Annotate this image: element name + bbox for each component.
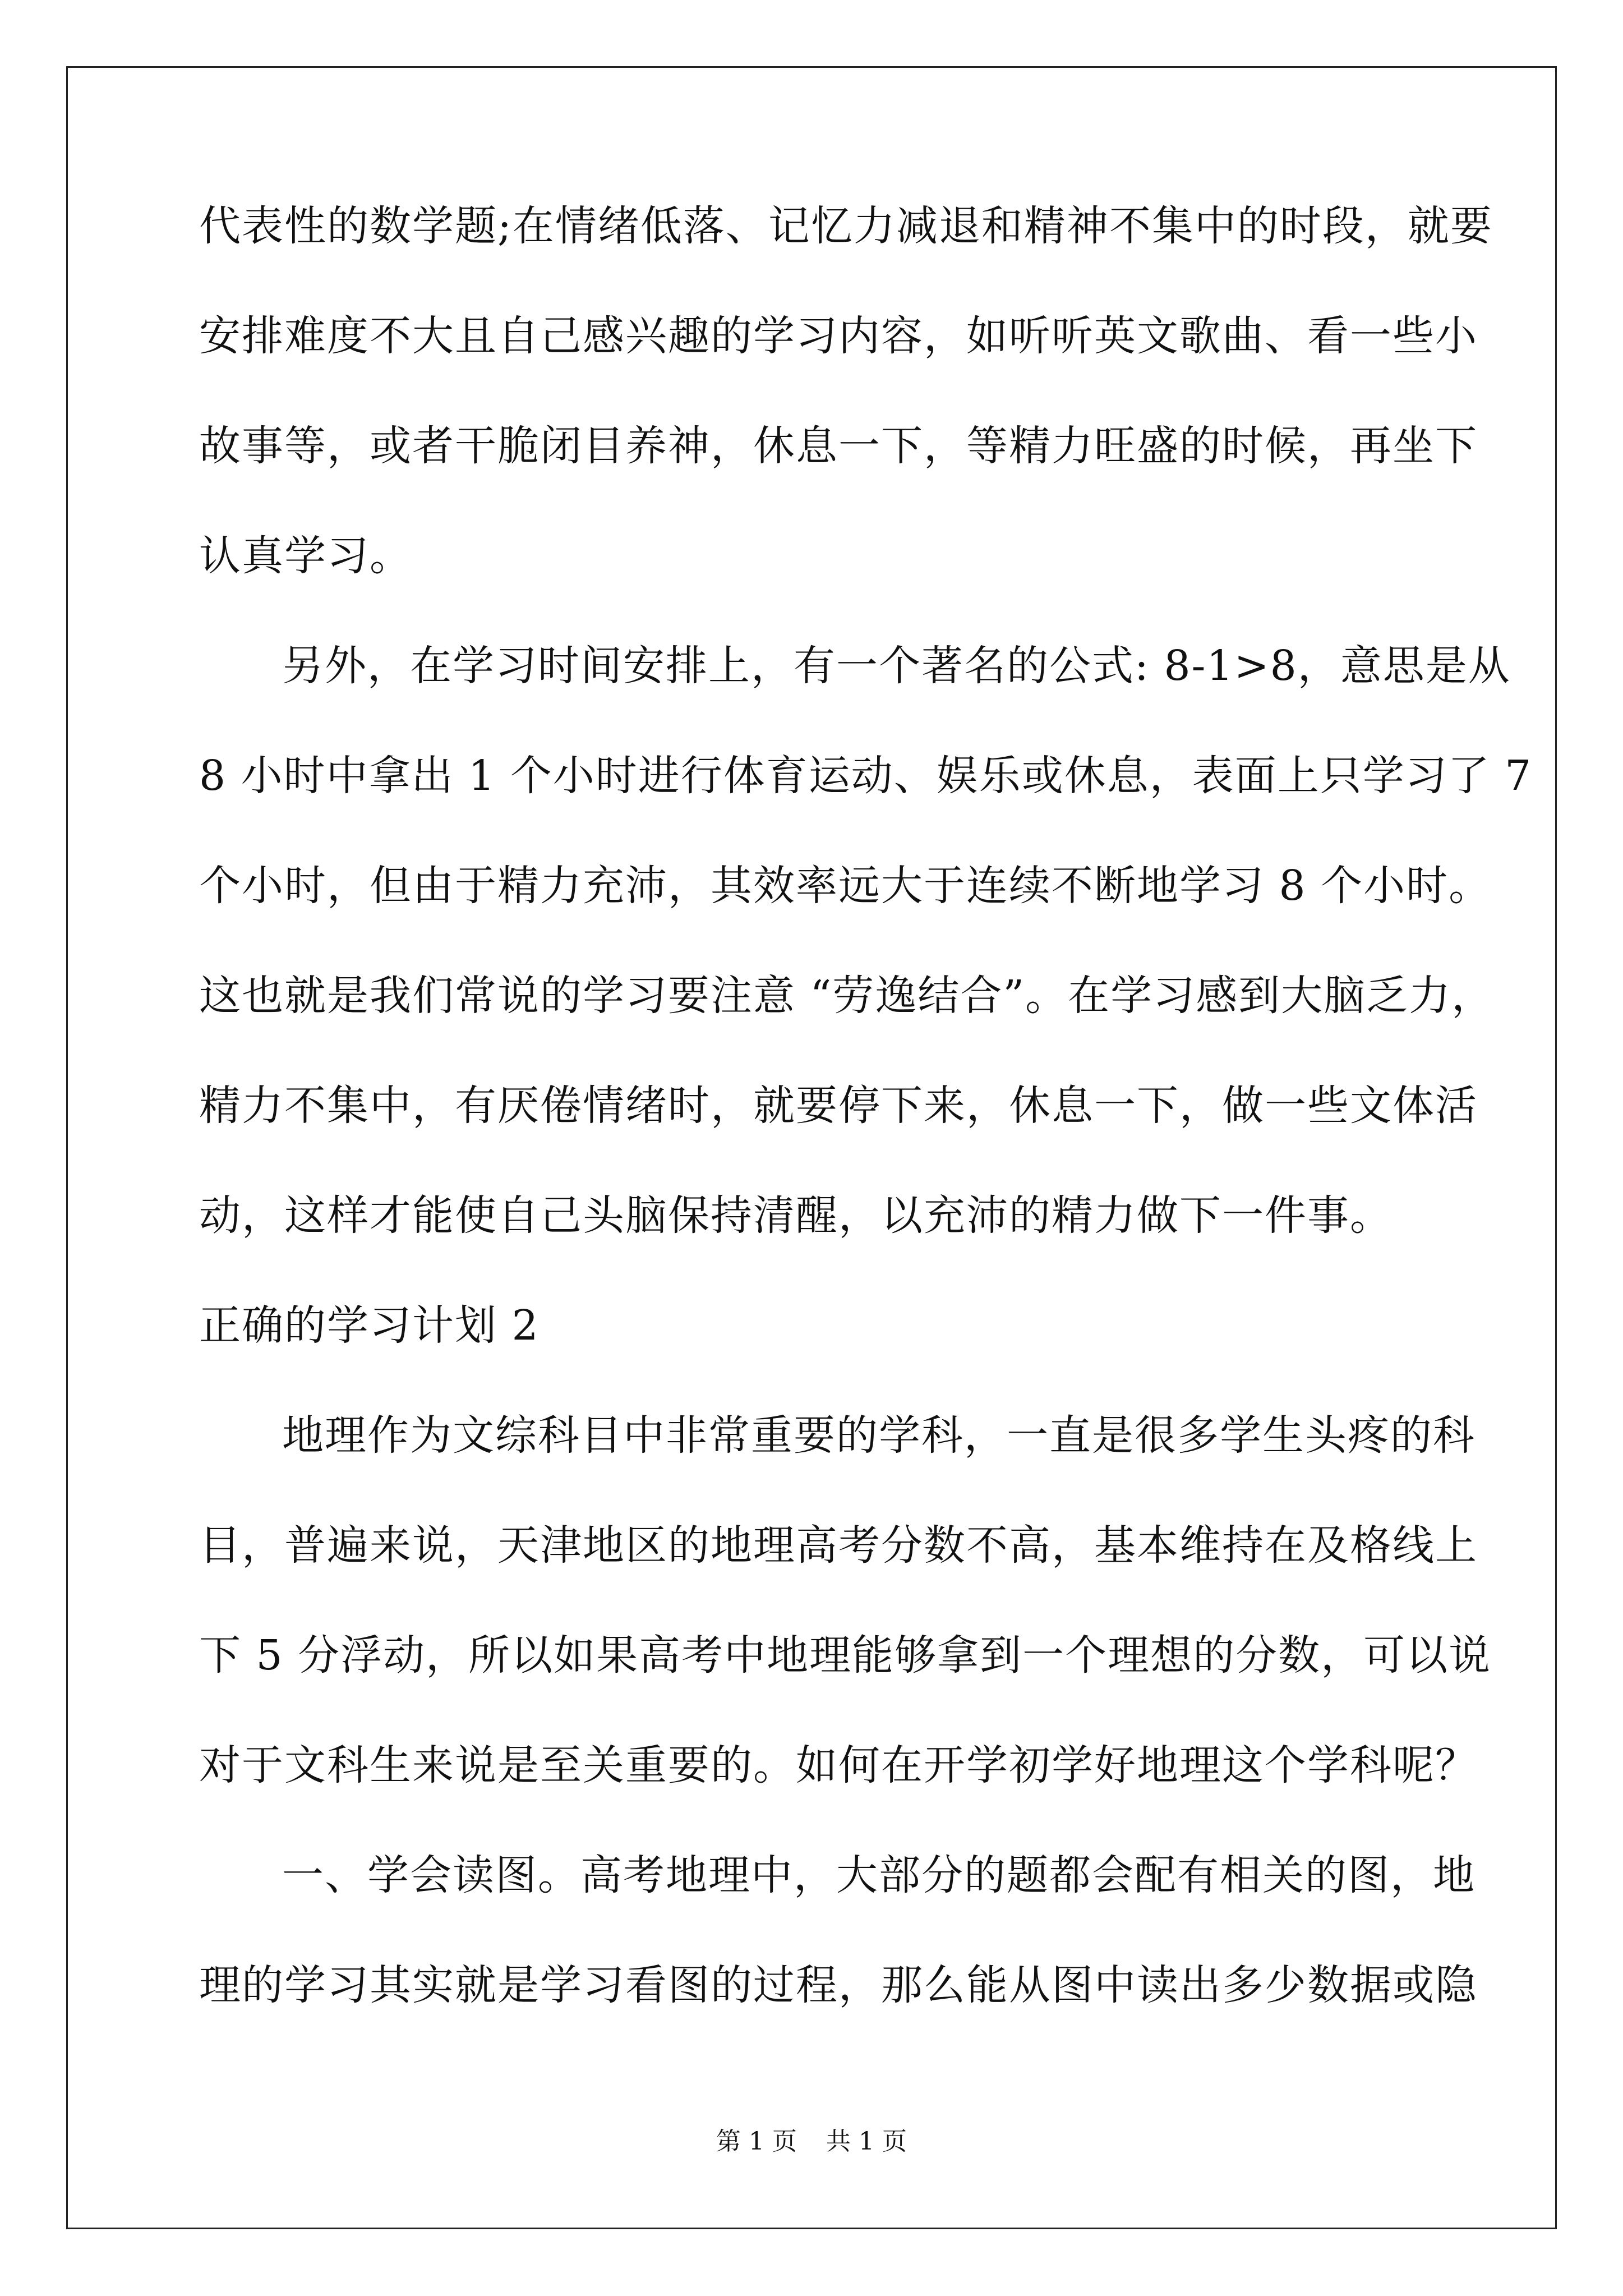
text-line: 对于文科生来说是至关重要的。如何在开学初学好地理这个学科呢？: [199, 1741, 1478, 1789]
text-line: 动，这样才能使自己头脑保持清醒，以充沛的精力做下一件事。: [199, 1191, 1393, 1240]
text-line: 这也就是我们常说的学习要注意 “劳逸结合”。在学习感到大脑乏力，: [199, 972, 1495, 1020]
page-number: 第 1 页: [716, 2127, 797, 2156]
text-line: 目，普遍来说，天津地区的地理高考分数不高，基本维持在及格线上: [199, 1521, 1478, 1570]
text-line: 理的学习其实就是学习看图的过程，那么能从图中读出多少数据或隐: [199, 1961, 1478, 2009]
text-line: 下 5 分浮动，所以如果高考中地理能够拿到一个理想的分数，可以说: [199, 1631, 1492, 1680]
section-heading: 正确的学习计划 2: [199, 1301, 540, 1350]
text-line: 代表性的数学题;在情绪低落、记忆力减退和精神不集中的时段，就要: [199, 202, 1493, 250]
text-line: 精力不集中，有厌倦情绪时，就要停下来，休息一下，做一些文体活: [199, 1082, 1478, 1130]
paragraph-start-line: 另外，在学习时间安排上，有一个著名的公式: 8-1>8，意思是从: [282, 642, 1511, 690]
text-line: 认真学习。: [199, 532, 412, 580]
paragraph-start-line: 一、学会读图。高考地理中，大部分的题都会配有相关的图，地: [282, 1851, 1476, 1899]
document-body: [199, 199, 1533, 2068]
text-line: 安排难度不大且自己感兴趣的学习内容，如听听英文歌曲、看一些小: [199, 312, 1478, 360]
text-line: 故事等，或者干脆闭目养神，休息一下，等精力旺盛的时候，再坐下: [199, 422, 1478, 470]
text-line: 个小时，但由于精力充沛，其效率远大于连续不断地学习 8 个小时。: [199, 862, 1492, 910]
page-total: 共 1 页: [826, 2127, 907, 2156]
text-line: 8 小时中拿出 1 个小时进行体育运动、娱乐或休息，表面上只学习了 7: [199, 752, 1533, 800]
page-footer: [0, 2126, 1623, 2157]
paragraph-start-line: 地理作为文综科目中非常重要的学科，一直是很多学生头疼的科: [282, 1411, 1476, 1460]
